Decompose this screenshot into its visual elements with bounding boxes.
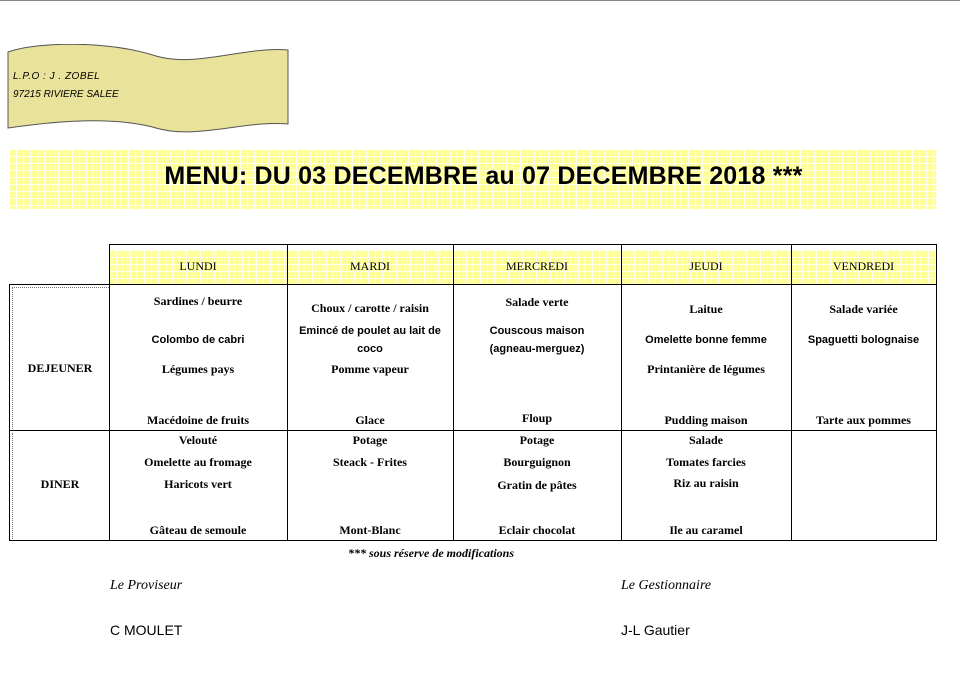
day-jeudi: JEUDI — [689, 259, 723, 273]
dinner-lundi-item: Omelette au fromage — [144, 455, 252, 469]
row-label-diner: DINER — [40, 477, 80, 491]
signature-role-left: Le Proviseur — [110, 578, 183, 593]
grid-line — [791, 244, 792, 541]
lunch-mardi-item: Choux / carotte / raisin — [311, 301, 429, 315]
grid-line — [621, 244, 622, 541]
dinner-mardi-item: Steack - Frites — [333, 455, 407, 469]
lunch-mercredi-item: (agneau-merguez) — [489, 343, 585, 355]
dinner-mardi-item: Mont-Blanc — [339, 523, 401, 537]
lunch-mardi-item: Pomme vapeur — [331, 362, 409, 376]
dinner-mercredi-item: Bourguignon — [503, 455, 571, 469]
top-border — [0, 0, 960, 1]
dinner-lundi-item: Velouté — [178, 433, 218, 447]
dinner-mardi-item: Potage — [352, 433, 388, 447]
lunch-lundi-item: Macédoine de fruits — [147, 413, 249, 427]
grid-line — [287, 244, 288, 541]
lunch-mercredi-item: Floup — [521, 411, 552, 425]
grid-line — [109, 244, 936, 245]
dinner-jeudi-item: Salade — [688, 433, 723, 447]
title-band — [9, 149, 936, 209]
day-lundi: LUNDI — [179, 259, 217, 273]
page-title: MENU: DU 03 DECEMBRE au 07 DECEMBRE 2018 *** — [164, 162, 803, 190]
lunch-jeudi-item: Printanière de légumes — [647, 362, 765, 376]
lunch-vendredi-item: Tarte aux pommes — [816, 413, 911, 427]
lunch-lundi-item: Sardines / beurre — [153, 294, 243, 308]
lunch-mardi-item: Emincé de poulet au lait de — [299, 325, 441, 337]
day-vendredi: VENDREDI — [832, 259, 895, 273]
school-city: 97215 RIVIERE SALEE — [13, 89, 119, 100]
grid-line — [936, 244, 937, 541]
lunch-jeudi-item: Laitue — [689, 302, 723, 316]
dotted-line — [12, 287, 13, 429]
lunch-mardi-item: coco — [357, 343, 383, 355]
lunch-jeudi-item: Pudding maison — [664, 413, 748, 427]
lunch-mercredi-item: Couscous maison — [489, 325, 585, 337]
dinner-jeudi-item: Ile au caramel — [669, 523, 743, 537]
dinner-lundi-item: Haricots vert — [164, 477, 232, 491]
grid-line — [9, 430, 936, 431]
lunch-vendredi-item: Salade variée — [829, 302, 898, 316]
signature-name-left: C MOULET — [110, 622, 183, 638]
grid-line — [9, 540, 936, 541]
grid-line — [9, 284, 936, 285]
grid-line — [453, 244, 454, 541]
dinner-jeudi-item: Riz au raisin — [673, 476, 739, 490]
footnote: *** sous réserve de modifications — [348, 546, 514, 560]
dinner-jeudi-item: Tomates farcies — [666, 455, 746, 469]
lunch-mercredi-item: Salade verte — [505, 295, 569, 309]
lunch-lundi-item: Légumes pays — [161, 362, 235, 376]
grid-line — [9, 284, 10, 541]
dinner-mercredi-item: Potage — [519, 433, 555, 447]
row-label-dejeuner: DEJEUNER — [27, 361, 93, 375]
day-mardi: MARDI — [349, 259, 390, 273]
dotted-line — [12, 287, 109, 288]
lunch-lundi-item: Colombo de cabri — [151, 334, 245, 346]
lunch-jeudi-item: Omelette bonne femme — [645, 334, 767, 346]
lunch-mardi-item: Glace — [355, 413, 385, 427]
dinner-mercredi-item: Gratin de pâtes — [497, 478, 577, 492]
school-name: L.P.O : J . ZOBEL — [13, 71, 101, 82]
dinner-lundi-item: Gâteau de semoule — [149, 523, 247, 537]
grid-line — [109, 244, 110, 541]
dinner-mercredi-item: Eclair chocolat — [498, 523, 576, 537]
signature-role-right: Le Gestionnaire — [621, 578, 712, 593]
lunch-vendredi-item: Spaguetti bolognaise — [807, 334, 920, 346]
day-mercredi: MERCREDI — [505, 259, 568, 273]
signature-name-right: J-L Gautier — [621, 622, 690, 638]
